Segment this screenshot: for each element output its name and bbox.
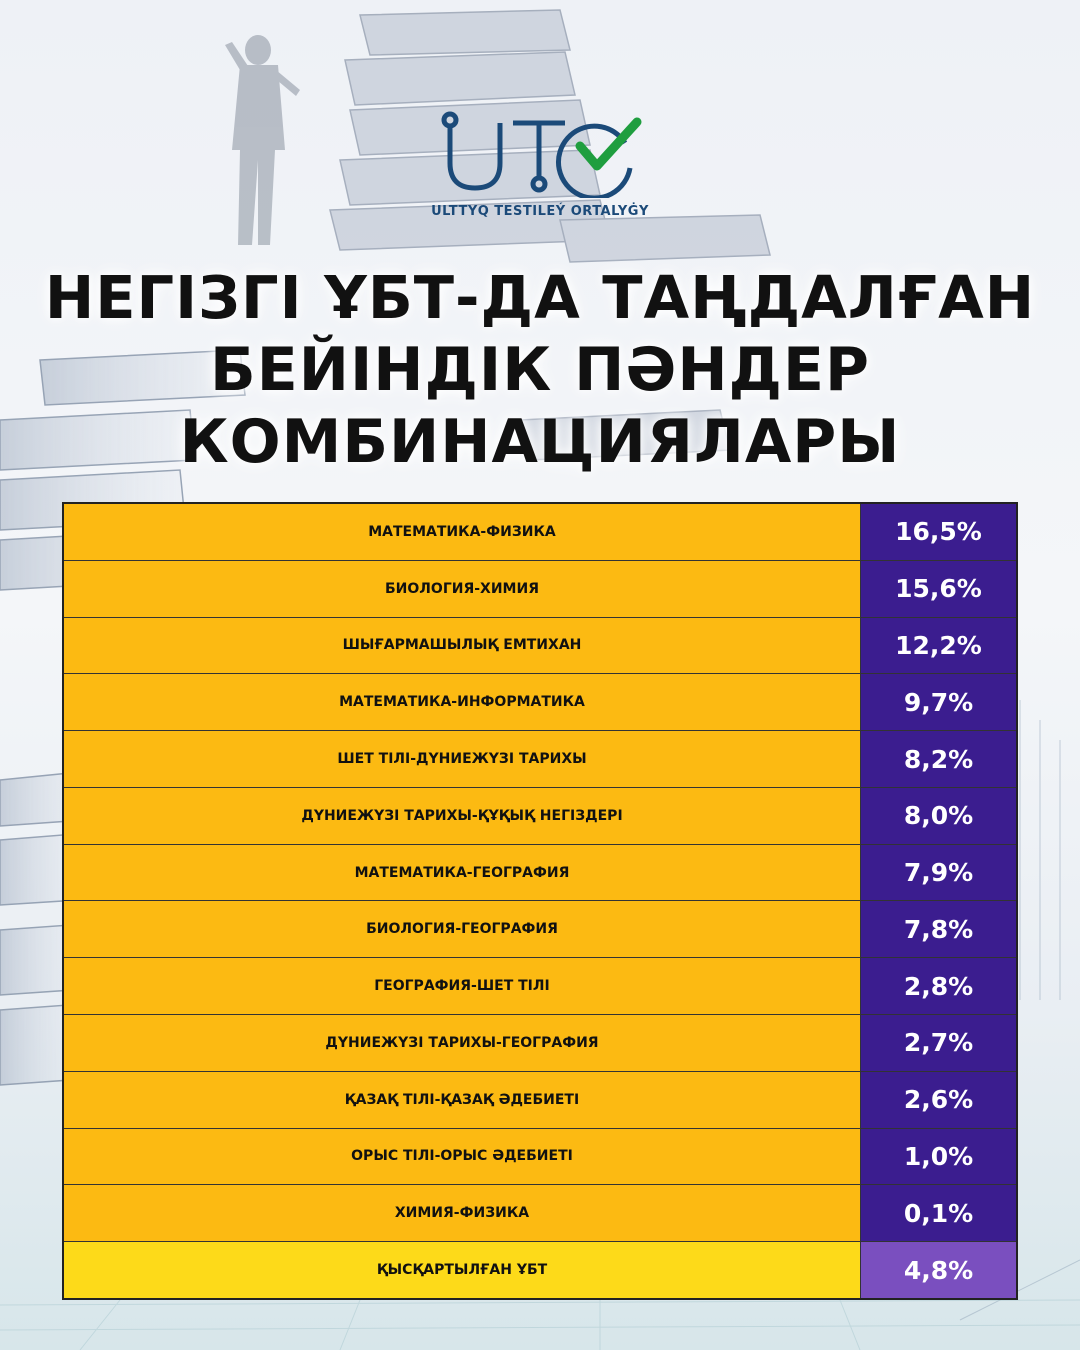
combination-percent: 4,8% (861, 1242, 1016, 1298)
table-row (64, 1128, 1016, 1185)
combination-percent: 2,6% (861, 1072, 1016, 1128)
combination-percent: 2,7% (861, 1015, 1016, 1071)
table-row (64, 504, 1016, 560)
table-row (64, 1014, 1016, 1071)
combination-name: ШЕТ ТІЛІ-ДҮНИЕЖҮЗІ ТАРИХЫ (64, 731, 861, 787)
table-row (64, 957, 1016, 1014)
combination-name: МАТЕМАТИКА-ИНФОРМАТИКА (64, 674, 861, 730)
combination-name: ҚЫСҚАРТЫЛҒАН ҰБТ (64, 1242, 861, 1298)
combination-name: ДҮНИЕЖҮЗІ ТАРИХЫ-ГЕОГРАФИЯ (64, 1015, 861, 1071)
logo-caption: ULTTYQ TESTILEÝ ORTALYĠY (431, 204, 649, 219)
combination-percent: 8,2% (861, 731, 1016, 787)
table-row (64, 673, 1016, 730)
combination-percent: 15,6% (861, 561, 1016, 617)
combination-name: ХИМИЯ-ФИЗИКА (64, 1185, 861, 1241)
combination-name: ҚАЗАҚ ТІЛІ-ҚАЗАҚ ӘДЕБИЕТІ (64, 1072, 861, 1128)
combination-name: ШЫҒАРМАШЫЛЫҚ ЕМТИХАН (64, 618, 861, 674)
table-row (64, 1241, 1016, 1298)
title-line-2: БЕЙІНДІК ПӘНДЕР (210, 335, 870, 405)
combination-name: МАТЕМАТИКА-ФИЗИКА (64, 504, 861, 560)
combination-percent: 1,0% (861, 1129, 1016, 1185)
combinations-table (62, 502, 1018, 1300)
combination-percent: 7,8% (861, 901, 1016, 957)
title-line-1: НЕГІЗГІ ҰБТ-ДА ТАҢДАЛҒАН (44, 263, 1036, 332)
combination-name: ГЕОГРАФИЯ-ШЕТ ТІЛІ (64, 958, 861, 1014)
uto-logo (425, 108, 655, 228)
table-row (64, 844, 1016, 901)
combination-percent: 12,2% (861, 618, 1016, 674)
title-line-3: КОМБИНАЦИЯЛАРЫ (179, 407, 901, 477)
table-row (64, 787, 1016, 844)
table-row (64, 900, 1016, 957)
page-title (40, 262, 1040, 478)
table-row (64, 1071, 1016, 1128)
combination-name: МАТЕМАТИКА-ГЕОГРАФИЯ (64, 845, 861, 901)
table-row (64, 617, 1016, 674)
combination-name: ДҮНИЕЖҮЗІ ТАРИХЫ-ҚҰҚЫҚ НЕГІЗДЕРІ (64, 788, 861, 844)
table-row (64, 730, 1016, 787)
combination-percent: 9,7% (861, 674, 1016, 730)
combination-percent: 0,1% (861, 1185, 1016, 1241)
combination-name: ОРЫС ТІЛІ-ОРЫС ӘДЕБИЕТІ (64, 1129, 861, 1185)
businessman-silhouette (225, 35, 300, 245)
table-row (64, 560, 1016, 617)
combination-name: БИОЛОГИЯ-ХИМИЯ (64, 561, 861, 617)
combination-percent: 2,8% (861, 958, 1016, 1014)
floor-grid (0, 1300, 1080, 1350)
uto-logo-mark (425, 108, 655, 198)
combination-percent: 16,5% (861, 504, 1016, 560)
combination-percent: 8,0% (861, 788, 1016, 844)
combination-percent: 7,9% (861, 845, 1016, 901)
combination-name: БИОЛОГИЯ-ГЕОГРАФИЯ (64, 901, 861, 957)
table-row (64, 1184, 1016, 1241)
